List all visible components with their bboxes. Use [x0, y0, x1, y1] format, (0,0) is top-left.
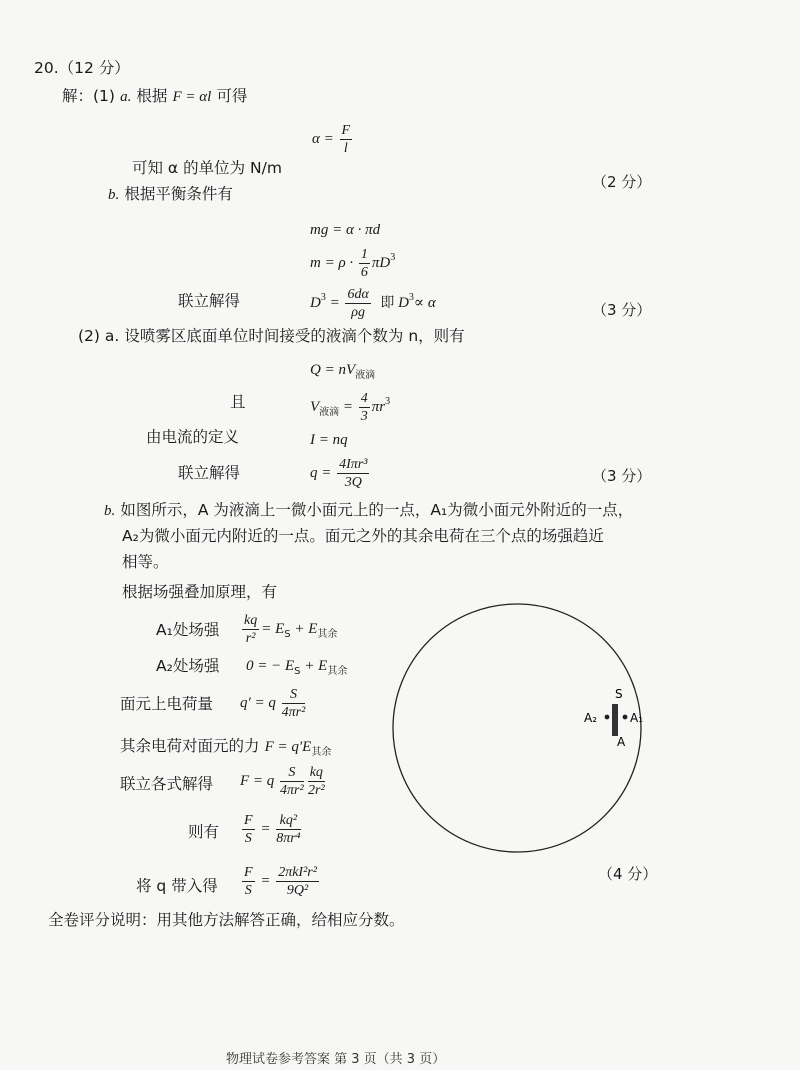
b-line: b. 根据平衡条件有: [108, 185, 233, 203]
alpha-equation: α = $\frac{F}{l}$: [312, 123, 351, 156]
alpha-den: l: [343, 141, 348, 156]
eq-m: m = ρ · $\frac{1}{6}$ $\pi D^3$: [310, 247, 396, 280]
score-3b: （3 分）: [592, 467, 652, 485]
eq-I: I = nq: [310, 432, 348, 448]
eq-Q: $Q = nV_{液滴}$: [310, 362, 376, 381]
question-number: 20.（12 分）: [34, 59, 130, 77]
substitute-label: 将 q 带入得: [136, 877, 218, 895]
solve-label-1: 联立解得: [178, 292, 241, 310]
b-para-line3: 相等。: [122, 553, 169, 571]
point-a2: [605, 715, 610, 720]
label-a: A: [617, 735, 626, 749]
eq-q: q = $\frac{\text{4Iπr³}}{3Q}$: [310, 457, 368, 490]
unit-text: 可知 α 的单位为 N/m: [132, 159, 282, 177]
charge-equation: q′ = q $\frac{S}{\text{4πr²}}$: [240, 687, 306, 720]
a-tail: 可得: [216, 87, 248, 105]
force-line: 其余电荷对面元的力 $F = q'E_{其余}$: [120, 737, 332, 758]
a-text: 根据: [136, 87, 168, 105]
a-formula: F = αl: [172, 89, 212, 105]
overall-note: 全卷评分说明：用其他方法解答正确，给相应分数。: [48, 911, 405, 929]
a2-label: A₂处场强: [156, 657, 220, 675]
a1-label: A₁处场强: [156, 621, 220, 639]
principle-line: 根据场强叠加原理，有: [122, 583, 278, 601]
a1-equation: $\frac{kq}{\text{r²}}$ = $E_S + E_{其余}$: [244, 613, 338, 646]
surface-element: [612, 704, 618, 736]
label-a1: A₁: [630, 711, 644, 725]
charge-label: 面元上电荷量: [120, 695, 214, 713]
a-label: a.: [120, 89, 132, 105]
label-a2: A₂: [584, 711, 598, 725]
solve-equation: F = q $\frac{S}{\text{4πr²}}$ $\frac{kq}{\text{2r²}}$: [240, 765, 325, 798]
alpha-num: F: [341, 123, 351, 138]
page-footer: 物理试卷参考答案 第 3 页（共 3 页）: [226, 1052, 446, 1067]
label-s: S: [615, 687, 623, 701]
current-def-label: 由电流的定义: [146, 428, 240, 446]
eq-V: $V_{液滴}$ = $\frac{4}{3}$ $\pi r^3$: [310, 391, 391, 424]
solve-label-3: 联立各式解得: [120, 775, 214, 793]
score-3a: （3 分）: [592, 301, 652, 319]
b-para-line1: b. 如图所示，A 为液滴上一微小面元上的一点，A₁为微小面元外附近的一点，: [104, 501, 634, 519]
qie-label: 且: [230, 393, 246, 411]
point-a1: [623, 715, 628, 720]
substitute-equation: $\frac{F}{S}$ = $\frac{\text{2πkI²r²}}{\text{9Q²}}$: [244, 865, 317, 898]
then-equation: $\frac{F}{S}$ = $\frac{\text{kq²}}{\text{8πr⁴}}$: [244, 813, 301, 846]
solution-label: 解：(1): [62, 87, 115, 105]
score-4: （4 分）: [598, 865, 658, 883]
eq-D3: $D^3$ = $\frac{6d\alpha}{\rho g}$ 即 $D^3\propto \alpha$: [310, 287, 436, 320]
score-2: （2 分）: [592, 173, 652, 191]
droplet-circle: [393, 604, 644, 852]
part2-a-line: (2) a. 设喷雾区底面单位时间接受的液滴个数为 n，则有: [78, 327, 465, 345]
solve-label-2: 联立解得: [178, 464, 241, 482]
b-para-line2: A₂为微小面元内附近的一点。面元之外的其余电荷在三个点的场强趋近: [122, 527, 604, 545]
then-label: 则有: [188, 823, 220, 841]
a2-equation: 0 = − $E_S + E_{其余}$: [246, 658, 348, 677]
eq-mg: mg = α · πd: [310, 222, 381, 238]
